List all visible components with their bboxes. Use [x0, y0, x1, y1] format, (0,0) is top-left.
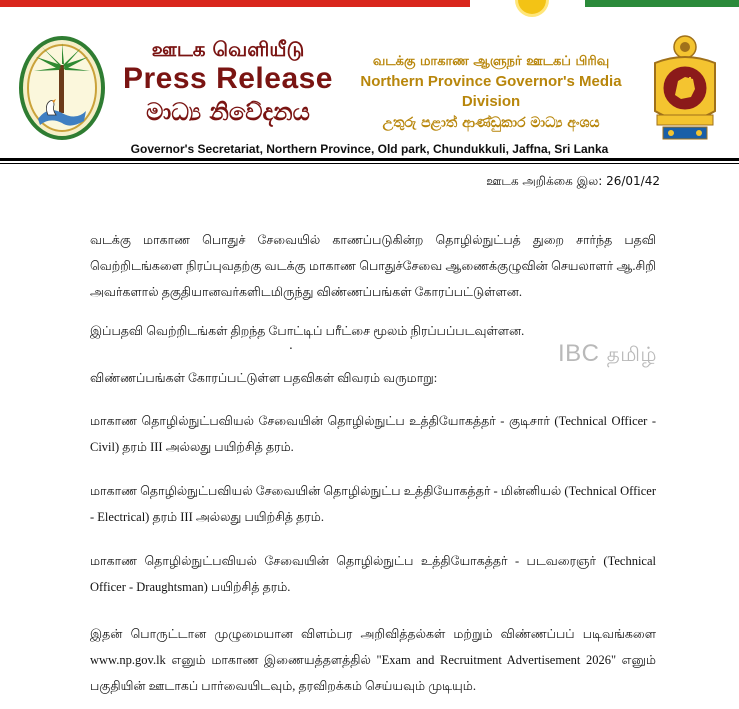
- division-english: Northern Province Governor's Media Division: [360, 73, 622, 110]
- paragraph-position-draughtsman: மாகாண தொழில்நுட்பவியல் சேவையின் தொழில்நுட்ப உத்தியோகத்தர் - படவரைஞர் (Technical Officer - Draughtsman) பயிற்சித் தரம்.: [90, 554, 656, 594]
- paragraph-exam-method: இப்பதவி வெற்றிடங்கள் திறந்த போட்டிப் பரீட்சை மூலம் நிரப்பப்படவுள்ளன.: [90, 324, 525, 338]
- paragraph-position-civil: மாகாண தொழில்நுட்பவியல் சேவையின் தொழில்நுட்ப உத்தியோகத்தர் - குடிசார் (Technical Officer - Civil) தரம் III அல்லது பயிற்சித் தரம்.: [90, 414, 656, 454]
- paragraph-download-info: இதன் பொருட்டான முழுமையான விளம்பர அறிவித்தல்கள் மற்றும் விண்ணப்பப் படிவங்களை www.np.gov.lk எனும் மாகாண இணையத்தளத்தில் "Exam and Recruitment Advertisement 2026" எனும் பகுதியின் ஊடாகப் பார்வையிடவும், தரவிறக்கம் செய்யவும் முடியும்.: [90, 627, 656, 693]
- sri-lanka-emblem-logo: [645, 33, 725, 143]
- division-sinhala: උතුරු පළාත් ආණ්ඩුකාර මාධ්‍ය අංශය: [382, 115, 600, 131]
- flag-stripe: [0, 0, 739, 8]
- division-tamil: வடக்கு மாகாண ஆளுநர் ஊடகப் பிரிவு: [372, 54, 610, 69]
- header-divider-thick: [0, 158, 739, 161]
- paragraph-positions-heading: விண்ணப்பங்கள் கோரப்பட்டுள்ள பதவிகள் விவரம் வருமாறு:: [90, 371, 438, 385]
- watermark-latin: IBC: [558, 340, 600, 367]
- paragraph-position-electrical: மாகாண தொழில்நுட்பவியல் சேவையின் தொழில்நுட்ப உத்தியோகத்தர் - மின்னியல் (Technical Officer - Electrical) தரம் III அல்லது பயிற்சித் தரம்.: [90, 484, 656, 524]
- office-address: Governor's Secretariat, Northern Province, Old park, Chundukkuli, Jaffna, Sri Lanka: [130, 142, 609, 156]
- flag-stripe-red: [0, 0, 470, 7]
- title-english: Press Release: [123, 62, 333, 95]
- northern-province-logo: [18, 35, 106, 141]
- paragraph-intro: வடக்கு மாகாண பொதுச் சேவையில் காணப்படுகின்ற தொழில்நுட்பத் துறை சார்ந்த பதவி வெற்றிடங்களை நிரப்புவதற்கு வடக்கு மாகாண பொதுச்சேவை ஆணைக்குழுவின் செயலாளர் ஆ.சிறி அவர்களால் தகுதியானவர்களிடமிருந்து விண்ணப்பங்கள் கோரப்பட்டுள்ளன.: [90, 233, 656, 299]
- header-divider-thin: [0, 163, 739, 164]
- stray-dot: .: [289, 338, 293, 352]
- ibc-watermark: [558, 340, 657, 369]
- media-division-heading: [340, 52, 642, 134]
- title-tamil: ஊடக வெளியீடு: [151, 37, 305, 61]
- release-reference-number: ஊடக அறிக்கை இல: 26/01/42: [486, 174, 660, 188]
- flag-stripe-green: [585, 0, 739, 7]
- press-release-title: [118, 36, 338, 128]
- title-sinhala: මාධ්‍ය නිවේදනය: [146, 98, 310, 126]
- watermark-tamil: தமிழ்: [606, 342, 657, 366]
- sun-emblem-icon: [518, 0, 546, 14]
